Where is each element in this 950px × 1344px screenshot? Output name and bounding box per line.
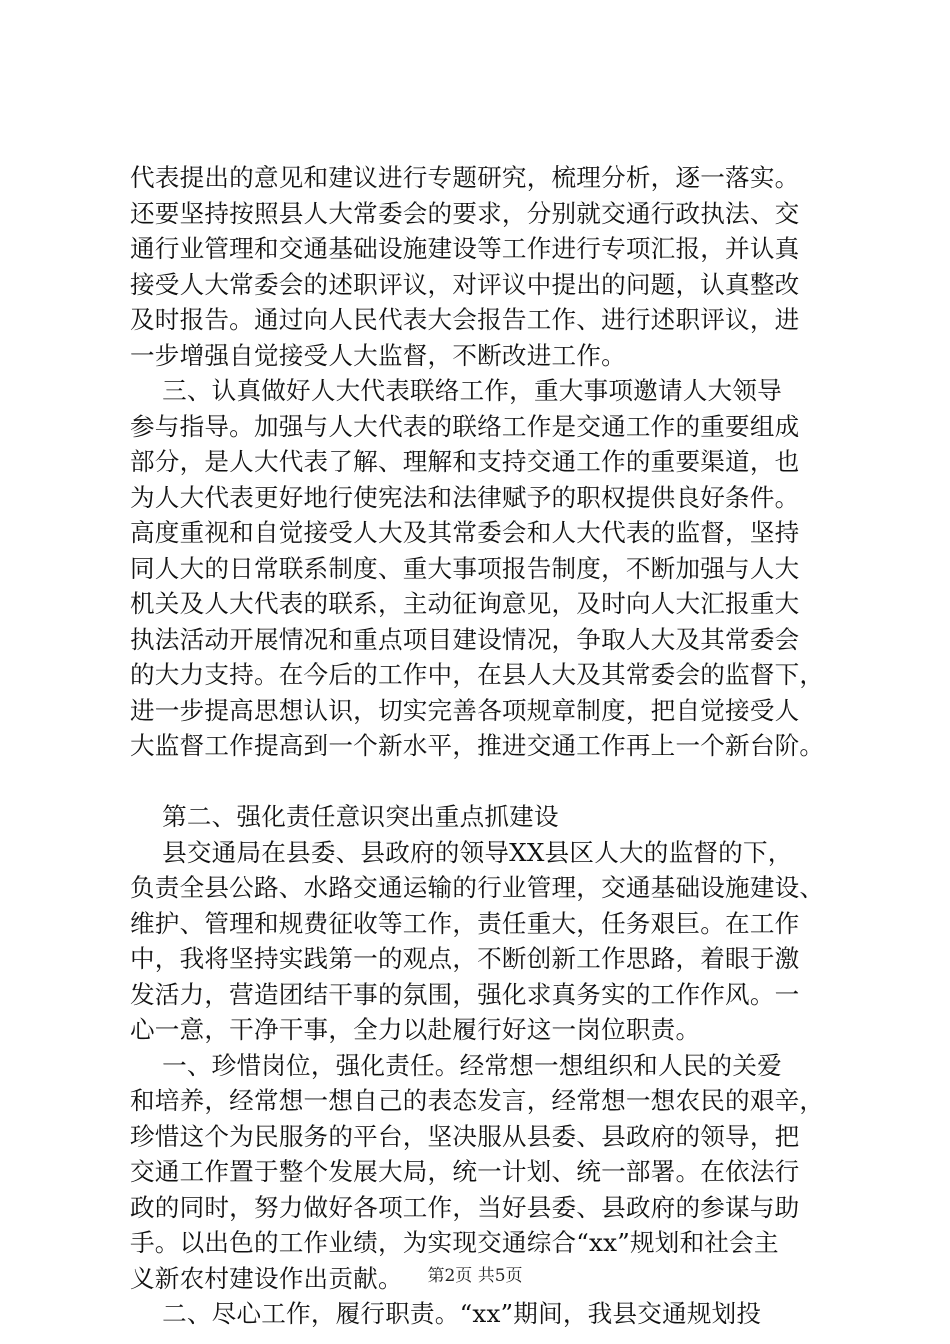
- text-line: 维护、管理和规费征收等工作，责任重大，任务艰巨。在工作: [130, 908, 800, 938]
- text-line: 同人大的日常联系制度、重大事项报告制度，不断加强与人大: [130, 553, 800, 583]
- text-line: 机关及人大代表的联系，主动征询意见，及时向人大汇报重大: [130, 589, 800, 618]
- text-line: 还要坚持按照县人大常委会的要求，分别就交通行政执法、交: [130, 198, 800, 228]
- text-line: 三、认真做好人大代表联络工作，重大事项邀请人大领导: [130, 376, 782, 405]
- text-line: 和培养，经常想一想自己的表态发言，经常想一想农民的艰辛，: [130, 1086, 825, 1115]
- paragraph-1: [130, 160, 830, 373]
- section-heading: 第二、强化责任意识突出重点抓建设: [130, 802, 559, 831]
- paragraph-gap: [130, 764, 830, 800]
- text-line: 二、尽心工作，履行职责。“xx”期间，我县交通规划投: [130, 1299, 762, 1328]
- text-line: 发活力，营造团结干事的氛围，强化求真务实的工作作风。一: [130, 979, 800, 1009]
- text-line: 高度重视和自觉接受人大及其常委会和人大代表的监督，坚持: [130, 518, 800, 547]
- text-line: 及时报告。通过向人民代表大会报告工作、进行述职评议，进: [130, 305, 800, 334]
- text-line: 通行业管理和交通基础设施建设等工作进行专项汇报，并认真: [130, 234, 800, 263]
- text-line: 为人大代表更好地行使宪法和法律赋予的职权提供良好条件。: [130, 482, 800, 512]
- text-line: 接受人大常委会的述职评议，对评议中提出的问题，认真整改: [130, 269, 800, 299]
- text-line: 代表提出的意见和建议进行专题研究，梳理分析，逐一落实。: [130, 163, 800, 192]
- document-body: [130, 160, 830, 1332]
- text-line: 一步增强自觉接受人大监督，不断改进工作。: [130, 340, 626, 370]
- text-line: 义新农村建设作出贡献。: [130, 1263, 403, 1293]
- text-line: 交通工作置于整个发展大局，统一计划、统一部署。在依法行: [130, 1157, 800, 1186]
- text-line: 县交通局在县委、县政府的领导XX县区人大的监督的下，: [130, 837, 793, 867]
- text-line: 参与指导。加强与人大代表的联络工作是交通工作的重要组成: [130, 411, 800, 441]
- text-line: 部分，是人大代表了解、理解和支持交通工作的重要渠道，也: [130, 447, 800, 476]
- text-line: 心一意，干净干事，全力以赴履行好这一岗位职责。: [130, 1015, 701, 1044]
- text-line: 珍惜这个为民服务的平台，坚决服从县委、县政府的领导，把: [130, 1121, 800, 1151]
- page-footer: 第2页 共5页: [427, 1266, 523, 1286]
- text-line: 负责全县公路、水路交通运输的行业管理，交通基础设施建设、: [130, 873, 825, 902]
- text-line: 一、珍惜岗位，强化责任。经常想一想组织和人民的关爱: [130, 1050, 782, 1080]
- text-line: 执法活动开展情况和重点项目建设情况，争取人大及其常委会: [130, 624, 800, 654]
- paragraph-2: [130, 373, 830, 764]
- text-line: 中，我将坚持实践第一的观点，不断创新工作思路，着眼于激: [130, 944, 800, 973]
- text-line: 政的同时，努力做好各项工作，当好县委、县政府的参谋与助: [130, 1192, 800, 1222]
- text-line: 大监督工作提高到一个新水平，推进交通工作再上一个新台阶。: [130, 731, 825, 760]
- paragraph-3: [130, 799, 830, 1332]
- text-line: 进一步提高思想认识，切实完善各项规章制度，把自觉接受人: [130, 695, 800, 725]
- text-line: 手。以出色的工作业绩，为实现交通综合“xx”规划和社会主: [130, 1228, 779, 1257]
- text-line: 的大力支持。在今后的工作中，在县人大及其常委会的监督下，: [130, 660, 825, 689]
